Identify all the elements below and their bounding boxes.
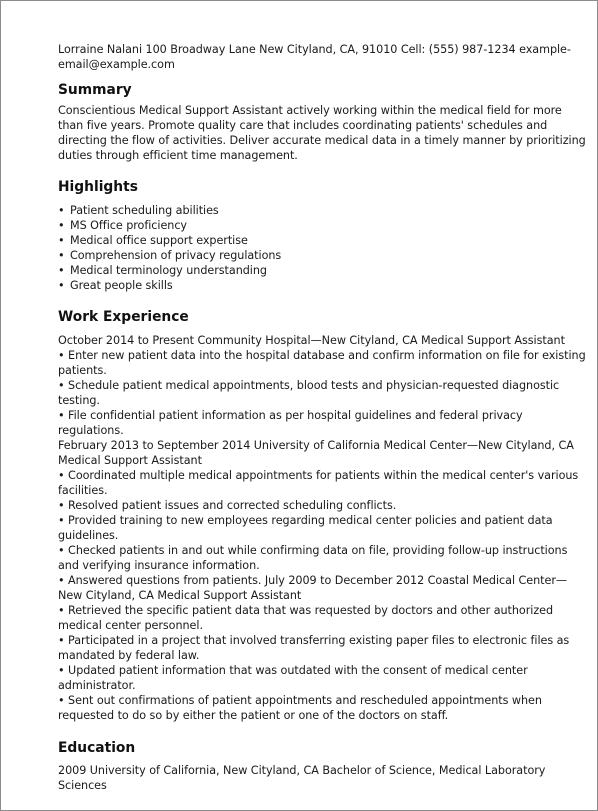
education-text: 2009 University of California, New Cityland, CA Bachelor of Science, Medical Laboratory Sciences	[58, 764, 546, 792]
job-header: October 2014 to Present Community Hospital—New Cityland, CA Medical Support Assistant	[58, 334, 565, 347]
job-duty: • Answered questions from patients. July 2009 to December 2012 Coastal Medical Center—New Cityland, CA Medical Support Assistant	[58, 574, 568, 602]
job-duty: • Resolved patient issues and corrected scheduling conflicts.	[58, 499, 397, 512]
job-duty: • Retrieved the specific patient data that was requested by doctors and other authorized medical center personnel.	[58, 604, 554, 632]
job-duty: • Schedule patient medical appointments, blood tests and physician-requested diagnostic testing.	[58, 379, 560, 407]
highlight-item: • MS Office proficiency	[58, 218, 590, 233]
highlight-item: • Patient scheduling abilities	[58, 203, 590, 218]
highlights-list	[58, 203, 590, 293]
job-duty: • Enter new patient data into the hospital database and confirm information on file for existing patients.	[58, 349, 586, 377]
job-duty: • Updated patient information that was outdated with the consent of medical center administrator.	[58, 664, 528, 692]
resume-content	[58, 42, 590, 793]
job-duty: • Checked patients in and out while confirming data on file, providing follow-up instructions and verifying insurance information.	[58, 544, 568, 572]
work-experience-heading: Work Experience	[58, 309, 189, 325]
job-header: February 2013 to September 2014 University of California Medical Center—New Cityland, CA Medical Support Assistant	[58, 439, 574, 467]
education-heading: Education	[58, 740, 136, 756]
job-duty: • Sent out confirmations of patient appointments and rescheduled appointments when requested to do so by either the patient or one of the doctors on staff.	[58, 694, 542, 722]
highlight-item: • Medical office support expertise	[58, 233, 590, 248]
contact-info: Lorraine Nalani 100 Broadway Lane New Cityland, CA, 91010 Cell: (555) 987-1234 example-email@example.com	[58, 43, 571, 71]
highlight-item: • Comprehension of privacy regulations	[58, 248, 590, 263]
job-duty: • File confidential patient information as per hospital guidelines and federal privacy regulations.	[58, 409, 523, 437]
summary-text: Conscientious Medical Support Assistant actively working within the medical field for more than five years. Promote quality care that includes coordinating patients' schedules and directing the flow of activities. Deliver accurate medical data in a timely manner by prioritizing duties through efficient time management.	[58, 104, 586, 162]
highlight-item: • Great people skills	[58, 278, 590, 293]
job-duty: • Provided training to new employees regarding medical center policies and patient data guidelines.	[58, 514, 553, 542]
highlights-heading: Highlights	[58, 179, 138, 195]
summary-heading: Summary	[58, 82, 132, 98]
job-duty: • Participated in a project that involved transferring existing paper files to electronic files as mandated by federal law.	[58, 634, 570, 662]
highlight-item: • Medical terminology understanding	[58, 263, 590, 278]
work-experience-body	[58, 333, 590, 723]
job-duty: • Coordinated multiple medical appointments for patients within the medical center's various facilities.	[58, 469, 579, 497]
